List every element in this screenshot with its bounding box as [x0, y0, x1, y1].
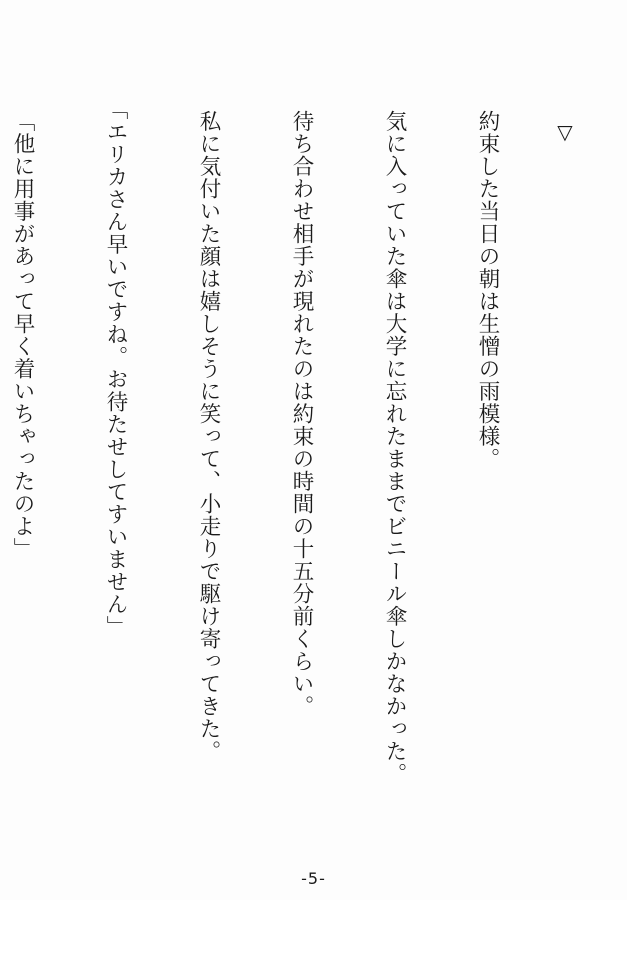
dialogue-line: 「エリカさん早いですね。お待たせしてすいません」: [103, 98, 128, 638]
dialogue-line: 「他に用事があって早く着いちゃったのよ」: [10, 110, 35, 560]
text-line: 待ち合わせ相手が現れたのは約束の時間の十五分前くらい。: [289, 110, 314, 718]
text-line: 気に入っていた傘は大学に忘れたままでビニール傘しかなかった。: [382, 110, 407, 785]
body-text: [0, 98, 565, 858]
text-line: 約束した当日の朝は生憎の雨模様。: [475, 110, 500, 470]
scene-break-mark: ▽: [553, 120, 577, 144]
text-line: 私に気付いた顔は嬉しそうに笑って、小走りで駆け寄ってきた。: [196, 110, 221, 763]
page-number: -5-: [301, 869, 326, 888]
